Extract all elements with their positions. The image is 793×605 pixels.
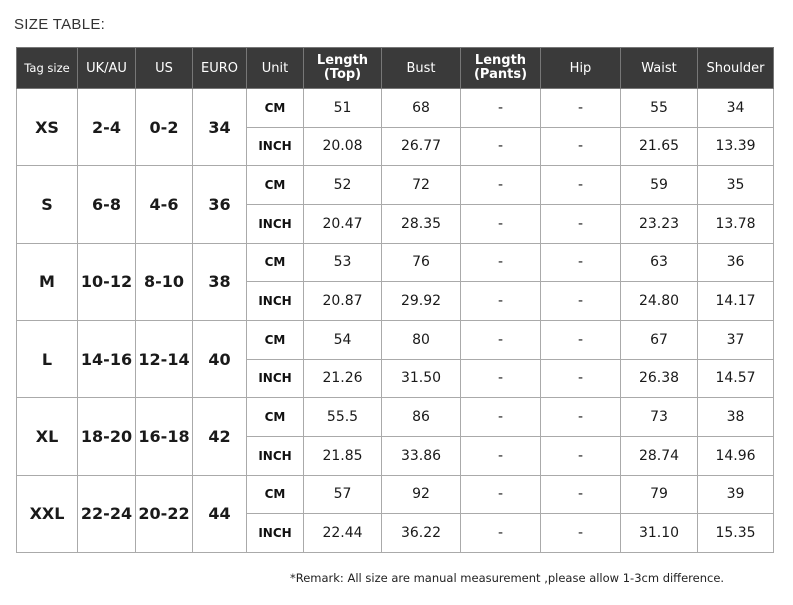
bust-cell: 72 [382, 166, 461, 205]
waist-cell: 28.74 [621, 436, 698, 475]
bust-cell: 36.22 [382, 514, 461, 553]
length-top-cell: 51 [304, 89, 382, 128]
table-row [17, 398, 774, 437]
length-pants-cell: - [461, 398, 541, 437]
header-us: US [136, 48, 193, 89]
unit-cell: CM [247, 166, 304, 205]
uk-au-cell: 6-8 [78, 166, 136, 243]
bust-cell: 28.35 [382, 204, 461, 243]
shoulder-cell: 15.35 [698, 514, 774, 553]
hip-cell: - [541, 89, 621, 128]
header-euro: EURO [193, 48, 247, 89]
header-bust: Bust [382, 48, 461, 89]
length-pants-cell: - [461, 243, 541, 282]
length-top-cell: 22.44 [304, 514, 382, 553]
table-row [17, 320, 774, 359]
header-length-pants-line1: Length [474, 53, 527, 68]
unit-cell: CM [247, 243, 304, 282]
header-hip: Hip [541, 48, 621, 89]
length-top-cell: 55.5 [304, 398, 382, 437]
length-pants-cell: - [461, 475, 541, 514]
remark-note: *Remark: All size are manual measurement ,please allow 1-3cm difference. [290, 571, 725, 585]
waist-cell: 23.23 [621, 204, 698, 243]
hip-cell: - [541, 320, 621, 359]
hip-cell: - [541, 282, 621, 321]
shoulder-cell: 36 [698, 243, 774, 282]
euro-cell: 44 [193, 475, 247, 552]
length-pants-cell: - [461, 320, 541, 359]
waist-cell: 73 [621, 398, 698, 437]
length-top-cell: 54 [304, 320, 382, 359]
length-top-cell: 21.85 [304, 436, 382, 475]
waist-cell: 67 [621, 320, 698, 359]
length-pants-cell: - [461, 89, 541, 128]
length-pants-cell: - [461, 436, 541, 475]
length-pants-cell: - [461, 166, 541, 205]
shoulder-cell: 38 [698, 398, 774, 437]
shoulder-cell: 14.17 [698, 282, 774, 321]
tag-size-cell: XS [17, 89, 78, 166]
length-pants-cell: - [461, 359, 541, 398]
length-pants-cell: - [461, 127, 541, 166]
unit-cell: INCH [247, 127, 304, 166]
header-shoulder: Shoulder [698, 48, 774, 89]
shoulder-cell: 39 [698, 475, 774, 514]
unit-cell: INCH [247, 436, 304, 475]
unit-cell: CM [247, 398, 304, 437]
shoulder-cell: 34 [698, 89, 774, 128]
us-cell: 16-18 [136, 398, 193, 475]
hip-cell: - [541, 204, 621, 243]
length-top-cell: 57 [304, 475, 382, 514]
header-length-top-line1: Length [316, 53, 369, 68]
hip-cell: - [541, 127, 621, 166]
hip-cell: - [541, 436, 621, 475]
length-top-cell: 52 [304, 166, 382, 205]
tag-size-cell: S [17, 166, 78, 243]
length-top-cell: 21.26 [304, 359, 382, 398]
bust-cell: 86 [382, 398, 461, 437]
unit-cell: INCH [247, 204, 304, 243]
waist-cell: 21.65 [621, 127, 698, 166]
tag-size-cell: XL [17, 398, 78, 475]
unit-cell: INCH [247, 514, 304, 553]
waist-cell: 79 [621, 475, 698, 514]
uk-au-cell: 14-16 [78, 320, 136, 397]
hip-cell: - [541, 398, 621, 437]
shoulder-cell: 13.78 [698, 204, 774, 243]
shoulder-cell: 14.57 [698, 359, 774, 398]
unit-cell: CM [247, 89, 304, 128]
us-cell: 20-22 [136, 475, 193, 552]
unit-cell: INCH [247, 359, 304, 398]
unit-cell: CM [247, 320, 304, 359]
us-cell: 12-14 [136, 320, 193, 397]
waist-cell: 31.10 [621, 514, 698, 553]
uk-au-cell: 10-12 [78, 243, 136, 320]
header-length-pants [461, 48, 541, 89]
bust-cell: 29.92 [382, 282, 461, 321]
hip-cell: - [541, 243, 621, 282]
length-pants-cell: - [461, 282, 541, 321]
bust-cell: 26.77 [382, 127, 461, 166]
euro-cell: 36 [193, 166, 247, 243]
tag-size-cell: XXL [17, 475, 78, 552]
waist-cell: 63 [621, 243, 698, 282]
waist-cell: 24.80 [621, 282, 698, 321]
uk-au-cell: 18-20 [78, 398, 136, 475]
length-pants-cell: - [461, 204, 541, 243]
uk-au-cell: 2-4 [78, 89, 136, 166]
bust-cell: 76 [382, 243, 461, 282]
header-tag-size: Tag size [17, 48, 78, 89]
waist-cell: 26.38 [621, 359, 698, 398]
page-title: SIZE TABLE: [14, 16, 106, 33]
table-row [17, 166, 774, 205]
length-top-cell: 20.87 [304, 282, 382, 321]
header-length-pants-line2: (Pants) [473, 67, 528, 82]
table-row [17, 475, 774, 514]
table-row [17, 89, 774, 128]
waist-cell: 55 [621, 89, 698, 128]
header-waist: Waist [621, 48, 698, 89]
unit-cell: INCH [247, 282, 304, 321]
header-length-top-line2: (Top) [323, 67, 362, 82]
length-top-cell: 20.08 [304, 127, 382, 166]
length-top-cell: 20.47 [304, 204, 382, 243]
table-row [17, 243, 774, 282]
header-length-top [304, 48, 382, 89]
waist-cell: 59 [621, 166, 698, 205]
us-cell: 8-10 [136, 243, 193, 320]
uk-au-cell: 22-24 [78, 475, 136, 552]
length-top-cell: 53 [304, 243, 382, 282]
header-row [17, 48, 774, 89]
shoulder-cell: 35 [698, 166, 774, 205]
bust-cell: 80 [382, 320, 461, 359]
length-pants-cell: - [461, 514, 541, 553]
shoulder-cell: 14.96 [698, 436, 774, 475]
euro-cell: 40 [193, 320, 247, 397]
us-cell: 0-2 [136, 89, 193, 166]
hip-cell: - [541, 514, 621, 553]
hip-cell: - [541, 475, 621, 514]
bust-cell: 68 [382, 89, 461, 128]
header-unit: Unit [247, 48, 304, 89]
hip-cell: - [541, 166, 621, 205]
us-cell: 4-6 [136, 166, 193, 243]
shoulder-cell: 37 [698, 320, 774, 359]
shoulder-cell: 13.39 [698, 127, 774, 166]
euro-cell: 42 [193, 398, 247, 475]
hip-cell: - [541, 359, 621, 398]
tag-size-cell: M [17, 243, 78, 320]
bust-cell: 31.50 [382, 359, 461, 398]
euro-cell: 38 [193, 243, 247, 320]
header-uk-au: UK/AU [78, 48, 136, 89]
tag-size-cell: L [17, 320, 78, 397]
bust-cell: 92 [382, 475, 461, 514]
size-table [16, 47, 774, 553]
unit-cell: CM [247, 475, 304, 514]
euro-cell: 34 [193, 89, 247, 166]
bust-cell: 33.86 [382, 436, 461, 475]
